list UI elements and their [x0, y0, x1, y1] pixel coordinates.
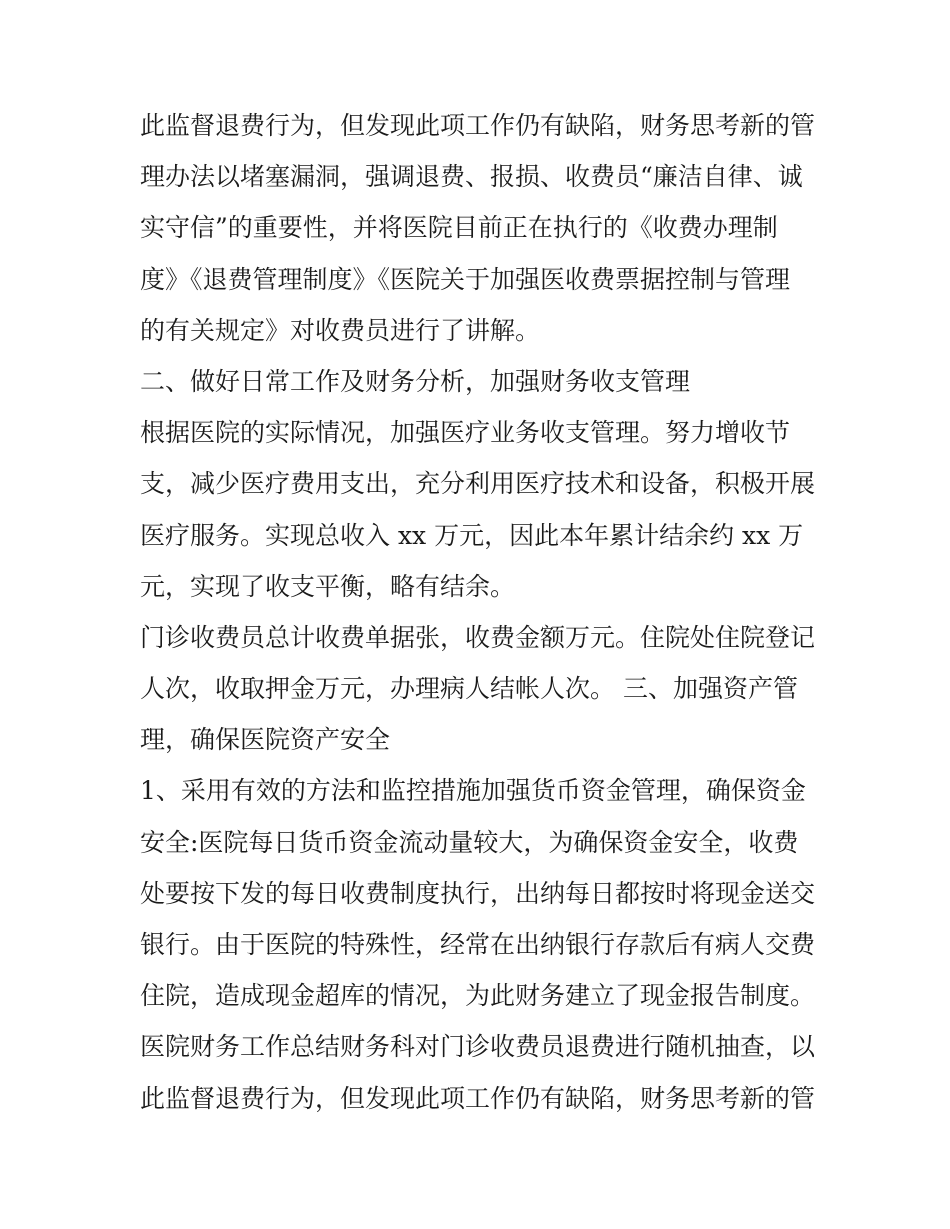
section-heading: 二、做好日常工作及财务分析，加强财务收支管理 — [140, 366, 691, 396]
text-line: 门诊收费员总计收费单据张，收费金额万元。住院处住院登记 — [140, 622, 816, 652]
text-line: 安全:医院每日货币资金流动量较大，为确保资金安全，收费 — [140, 827, 799, 857]
text-line: 根据医院的实际情况，加强医疗业务收支管理。努力增收节 — [140, 418, 791, 448]
text-line: 度》《退费管理制度》《医院关于加强医收费票据控制与管理 — [140, 264, 791, 294]
text-line: 元，实现了收支平衡，略有结余。 — [140, 571, 516, 601]
text-line: 医疗服务。实现总收入 xx 万元，因此本年累计结余约 xx 万 — [140, 520, 804, 550]
text-line: 理，确保医院资产安全 — [140, 725, 391, 755]
text-line: 理办法以堵塞漏洞，强调退费、报损、收费员“廉洁自律、诚 — [140, 162, 803, 192]
document-body — [140, 100, 820, 1124]
text-line: 实守信”的重要性，并将医院目前正在执行的《收费办理制 — [140, 213, 778, 243]
text-line: 支，减少医疗费用支出，充分利用医疗技术和设备，积极开展 — [140, 469, 816, 499]
text-line: 医院财务工作总结财务科对门诊收费员退费进行随机抽查，以 — [140, 1032, 816, 1062]
text-line: 此监督退费行为，但发现此项工作仍有缺陷，财务思考新的管 — [140, 111, 816, 140]
text-line: 此监督退费行为，但发现此项工作仍有缺陷，财务思考新的管 — [140, 1083, 816, 1113]
text-line: 人次，收取押金万元，办理病人结帐人次。 三、加强资产管 — [140, 674, 798, 704]
text-line: 1、采用有效的方法和监控措施加强货币资金管理，确保资金 — [140, 776, 806, 806]
text-line: 住院，造成现金超库的情况，为此财务建立了现金报告制度。 — [140, 981, 816, 1011]
text-line: 银行。由于医院的特殊性，经常在出纳银行存款后有病人交费 — [140, 930, 816, 959]
text-line: 的有关规定》对收费员进行了讲解。 — [140, 315, 541, 345]
text-line: 处要按下发的每日收费制度执行，出纳每日都按时将现金送交 — [140, 878, 816, 908]
